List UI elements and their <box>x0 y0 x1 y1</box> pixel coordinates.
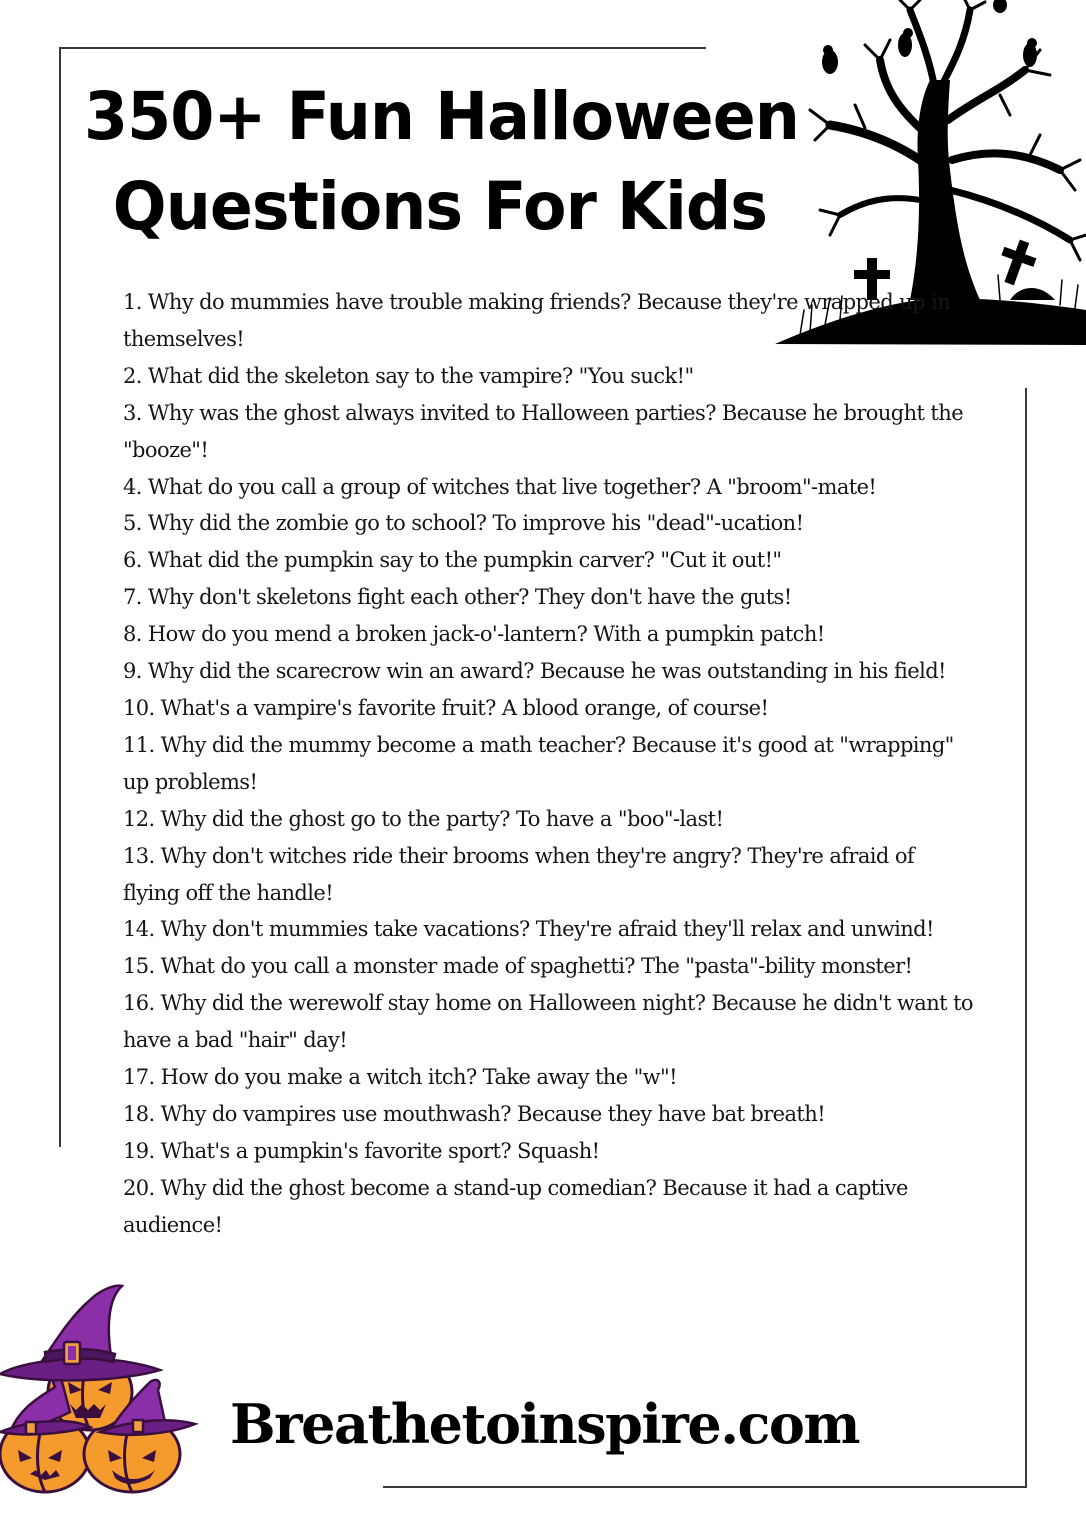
question-item: 6. What did the pumpkin say to the pumpkin carver? "Cut it out!" <box>123 548 782 573</box>
title-line-2: Questions For Kids <box>112 168 768 245</box>
page-title <box>84 72 814 252</box>
question-item: 17. How do you make a witch itch? Take away the "w"! <box>123 1065 677 1090</box>
question-item: 3. Why was the ghost always invited to Halloween parties? Because he brought the "booze"! <box>123 400 964 462</box>
question-item: 14. Why don't mummies take vacations? They're afraid they'll relax and unwind! <box>123 917 934 942</box>
question-item: 16. Why did the werewolf stay home on Halloween night? Because he didn't want to have a bad "hair" day! <box>123 991 973 1053</box>
question-item: 8. How do you mend a broken jack-o'-lantern? With a pumpkin patch! <box>123 622 825 647</box>
question-item: 19. What's a pumpkin's favorite sport? Squash! <box>123 1138 600 1163</box>
question-item: 13. Why don't witches ride their brooms when they're angry? They're afraid of flying off the handle! <box>123 843 915 905</box>
question-item: 7. Why don't skeletons fight each other? They don't have the guts! <box>123 585 792 610</box>
question-item: 4. What do you call a group of witches that live together? A "broom"-mate! <box>123 474 877 499</box>
question-item: 9. Why did the scarecrow win an award? Because he was outstanding in his field! <box>123 659 946 684</box>
frame-bottom-border <box>383 1486 1027 1488</box>
question-item: 12. Why did the ghost go to the party? To have a "boo"-last! <box>123 806 724 831</box>
question-item: 1. Why do mummies have trouble making friends? Because they're wrapped up in themselves! <box>123 290 951 351</box>
site-watermark: Breathetoinspire.com <box>230 1392 860 1456</box>
question-item: 20. Why did the ghost become a stand-up comedian? Because it had a captive audience! <box>123 1175 908 1237</box>
frame-right-border <box>1025 388 1027 1488</box>
question-item: 2. What did the skeleton say to the vampire? "You suck!" <box>123 363 694 388</box>
question-item: 18. Why do vampires use mouthwash? Because they have bat breath! <box>123 1101 826 1126</box>
witch-hat-pumpkins-icon <box>0 1282 200 1497</box>
question-item: 15. What do you call a monster made of spaghetti? The "pasta"-bility monster! <box>123 954 913 979</box>
question-item: 11. Why did the mummy become a math teacher? Because it's good at "wrapping" up problems! <box>123 732 954 794</box>
question-item: 5. Why did the zombie go to school? To improve his "dead"-ucation! <box>123 511 804 536</box>
frame-left-border <box>59 47 61 1147</box>
frame-top-border <box>60 47 706 49</box>
question-item: 10. What's a vampire's favorite fruit? A blood orange, of course! <box>123 695 769 720</box>
title-line-1: 350+ Fun Halloween <box>84 78 799 155</box>
questions-list <box>123 284 973 1244</box>
